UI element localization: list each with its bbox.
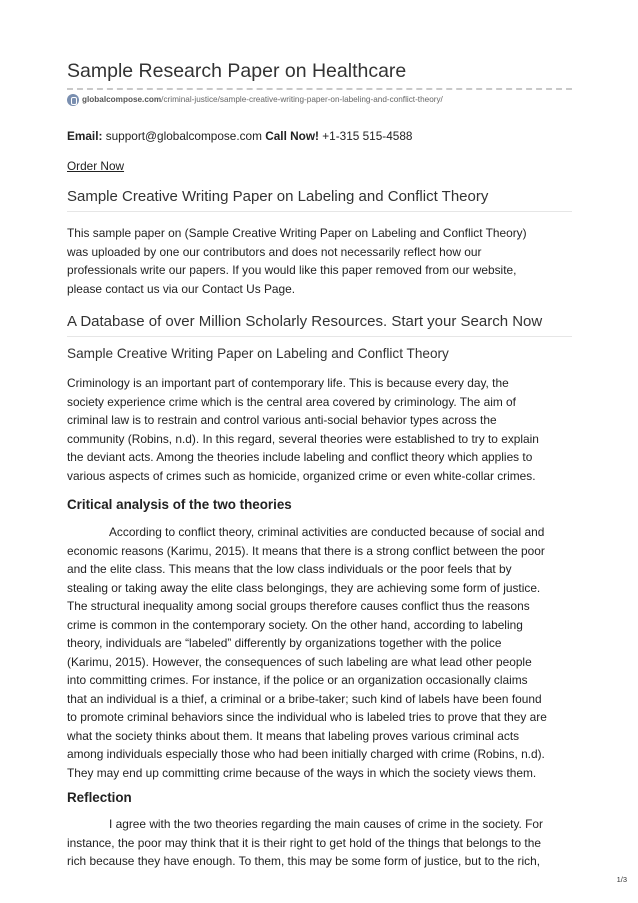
page-number: 1/3 — [616, 875, 627, 884]
section-heading-labeling: Sample Creative Writing Paper on Labeling and Conflict Theory — [67, 188, 572, 212]
url-path: /criminal-justice/sample-creative-writing-paper-on-labeling-and-conflict-theory/ — [161, 95, 443, 105]
site-logo-icon — [67, 94, 79, 106]
source-url-link[interactable] — [82, 95, 443, 104]
intro-paragraph — [67, 224, 572, 298]
text-line: among individuals especially those who had been initially charged with crime (Robins, n.d). — [67, 747, 545, 761]
article-heading: Sample Creative Writing Paper on Labeling and Conflict Theory — [67, 346, 449, 361]
text-line: was uploaded by one our contributors and does not necessarily reflect how our — [67, 244, 482, 259]
analysis-paragraph — [67, 523, 572, 782]
phone-number[interactable]: +1-315 515-4588 — [322, 129, 413, 143]
text-line: They may end up committing crime because of the ways in which the society views them. — [67, 765, 537, 780]
text-line: the deviant acts. Among the theories include labeling and conflict theory which applies to — [67, 450, 533, 464]
reflection-heading: Reflection — [67, 790, 132, 805]
text-line: Criminology is an important part of contemporary life. This is because every day, the — [67, 376, 509, 390]
text-line: The structural inequality among social groups therefore causes conflict thus the reasons — [67, 599, 530, 613]
text-line: professionals write our papers. If you would like this paper removed from our website, — [67, 263, 517, 277]
text-line: rich because they have enough. To them, this may be some form of justice, but to the rich, — [67, 854, 541, 868]
text-line: According to conflict theory, criminal activities are conducted because of social and — [109, 525, 545, 539]
analysis-heading: Critical analysis of the two theories — [67, 497, 292, 512]
order-now-link[interactable]: Order Now — [67, 159, 125, 173]
text-line: and the elite class. This means that the low class individuals or the poor feels that by — [67, 562, 512, 576]
text-line: This sample paper on (Sample Creative Writing Paper on Labeling and Conflict Theory) — [67, 226, 527, 240]
text-line: stealing or taking away the elite class belongings, they are achieving some form of justice. — [67, 580, 541, 595]
text-line: into committing crimes. For instance, if the police or an organization occasionally claims — [67, 673, 528, 687]
text-line: community (Robins, n.d). In this regard, several theories were established to try to explain — [67, 431, 539, 446]
text-line: to promote criminal behaviors since the individual who is labeled tries to prove that they are — [67, 710, 547, 724]
reflection-paragraph — [67, 815, 572, 871]
text-line: society experience crime which is the central area covered by criminology. The aim of — [67, 394, 516, 409]
email-value[interactable]: support@globalcompose.com — [105, 129, 262, 143]
database-heading: A Database of over Million Scholarly Resources. Start your Search Now — [67, 313, 572, 337]
call-label: Call Now! — [265, 129, 319, 143]
text-line: crime is common in the contemporary society. On the other hand, according to labeling — [67, 617, 523, 632]
source-url-row — [67, 88, 572, 110]
text-line: criminal law is to restrain and control various anti-social behavior types across the — [67, 413, 497, 427]
text-line: please contact us via our Contact Us Page. — [67, 281, 296, 296]
email-label: Email: — [67, 129, 103, 143]
criminology-paragraph — [67, 374, 572, 485]
url-domain: globalcompose.com — [82, 95, 162, 105]
text-line: that an individual is a thief, a criminal or a bribe-taker; such kind of labels have been found — [67, 691, 542, 706]
text-line: I agree with the two theories regarding the main causes of crime in the society. For — [109, 817, 543, 831]
text-line: what the society thinks about them. It means that labeling proves various criminal acts — [67, 728, 520, 743]
text-line: various aspects of crimes such as homicide, organized crime or even white-collar crimes. — [67, 468, 536, 483]
text-line: theory, individuals are “labeled” differently by organizations together with the police — [67, 636, 502, 650]
contact-line — [67, 129, 412, 143]
text-line: instance, the poor may think that it is their right to get hold of the things that belongs to the — [67, 835, 541, 850]
page-title: Sample Research Paper on Healthcare — [67, 60, 407, 82]
text-line: (Karimu, 2015). However, the consequences of such labeling are what lead other people — [67, 654, 532, 669]
text-line: economic reasons (Karimu, 2015). It means that there is a strong conflict between the poor — [67, 543, 545, 558]
